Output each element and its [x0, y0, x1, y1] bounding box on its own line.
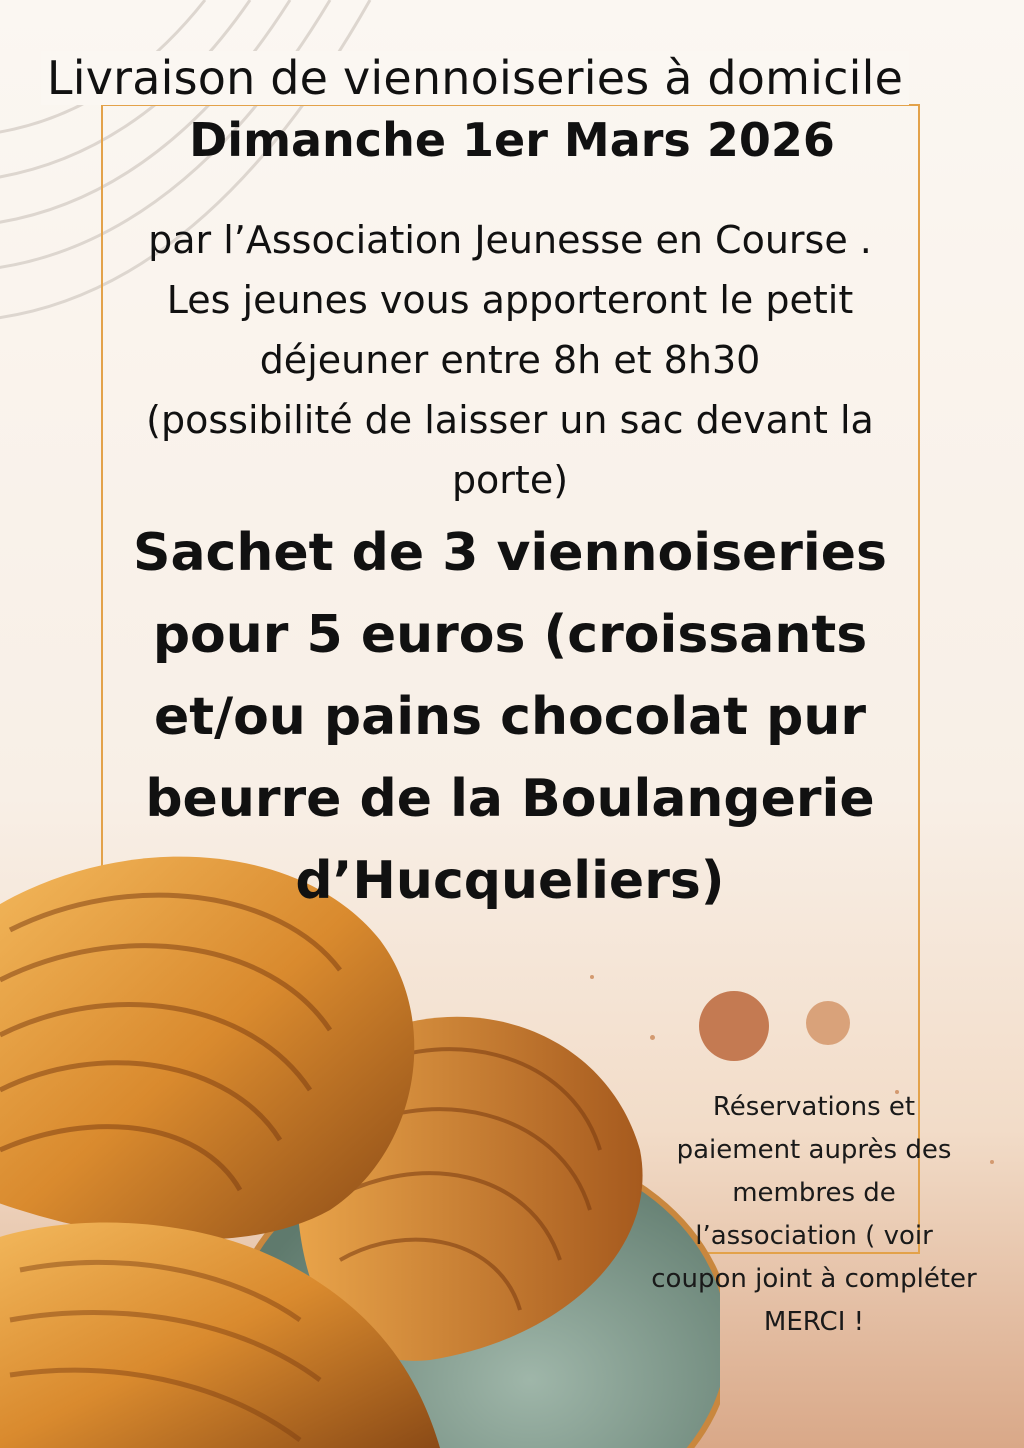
reservation-line: coupon joint à compléter [651, 1264, 977, 1294]
reservation-line: MERCI ! [763, 1307, 865, 1337]
event-date: Dimanche 1er Mars 2026 [189, 113, 835, 167]
description-line: porte) [451, 458, 569, 502]
decorative-dot-large [699, 991, 769, 1061]
page-title: Livraison de viennoiseries à domicile [0, 50, 950, 106]
description-line: (possibilité de laisser un sac devant la [146, 398, 874, 442]
description-block [110, 210, 910, 510]
offer-line: beurre de la Boulangerie [145, 769, 875, 829]
description-line: déjeuner entre 8h et 8h30 [259, 338, 761, 382]
reservation-line: paiement auprès des [676, 1135, 952, 1165]
offer-line: d’Hucqueliers) [295, 851, 725, 911]
offer-block [110, 512, 910, 922]
reservation-note [630, 1086, 998, 1344]
decorative-speck [590, 975, 594, 979]
offer-line: Sachet de 3 viennoiseries [133, 523, 887, 583]
decorative-dot-small [806, 1001, 850, 1045]
offer-line: et/ou pains chocolat pur [153, 687, 867, 747]
description-line: Les jeunes vous apporteront le petit [166, 278, 854, 322]
reservation-line: membres de [732, 1178, 896, 1208]
description-line: par l’Association Jeunesse en Course . [148, 218, 872, 262]
offer-line: pour 5 euros (croissants [152, 605, 868, 665]
decorative-speck [650, 1035, 655, 1040]
reservation-line: l’association ( voir [695, 1221, 933, 1251]
reservation-line: Réservations et [712, 1092, 916, 1122]
